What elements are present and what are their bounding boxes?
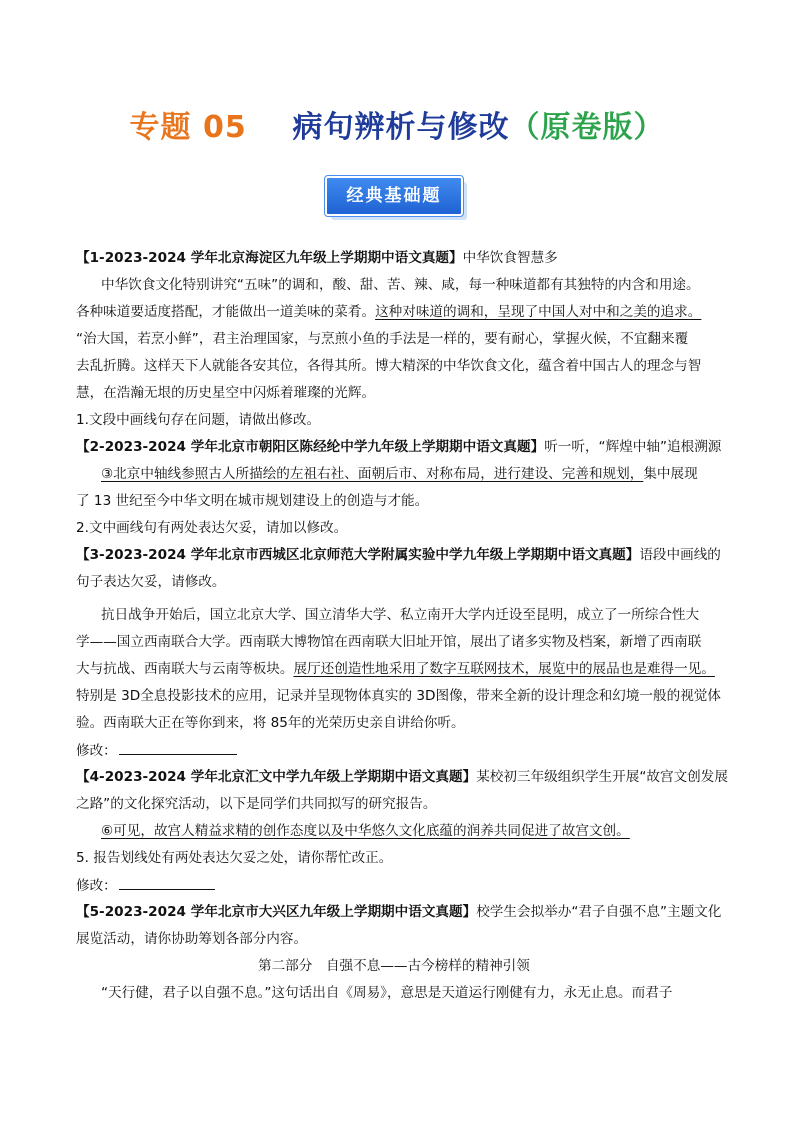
q1-passage-line-4: 去乱折腾。这样天下人就能各安其位，各得其所。博大精深的中华饮食文化，蕴含着中国古人的理念与智 [76, 358, 702, 374]
section-badge [325, 176, 467, 220]
q3-answer-label: 修改： [76, 743, 117, 759]
q3-passage-line-1: 抗日战争开始后，国立北京大学、国立清华大学、私立南开大学内迁设至昆明，成立了一所综合性大 [101, 607, 700, 623]
q1-underlined-sentence: 这种对味道的调和，呈现了中国人对中和之美的追求。 [375, 304, 702, 320]
question-3-topic-line-1: 语段中画线的 [639, 547, 721, 563]
q1-passage-line-3: “治大国，若烹小鲜”，君主治理国家，与烹煎小鱼的手法是一样的，要有耐心，掌握火候，不宜翻来覆 [76, 331, 689, 347]
title-part-topic-name: 病句辨析与修改 [292, 110, 510, 145]
q5-section-heading: 第二部分 自强不息——古今榜样的精神引领 [258, 958, 530, 974]
badge-label: 经典基础题 [325, 176, 463, 216]
question-2-tag: 【2-2023-2024 学年北京市朝阳区陈经纶中学九年级上学期期中语文真题】 [76, 439, 545, 455]
question-4-topic-line-2: 之路”的文化探究活动，以下是同学们共同拟写的研究报告。 [76, 796, 437, 812]
question-2-prompt: 2.文中画线句有两处表达欠妥，请加以修改。 [76, 520, 348, 536]
question-4-topic-line-1: 某校初三年级组织学生开展“故宫文创发展 [476, 769, 728, 785]
page-title [0, 102, 794, 146]
q2-underlined-sentence: ③北京中轴线参照古人所描绘的左祖右社、面朝后市、对称布局，进行建设、完善和规划， [101, 466, 644, 482]
question-3-topic-line-2: 句子表达欠妥，请修改。 [76, 574, 226, 590]
question-4-header [76, 767, 728, 787]
q1-passage-line-5: 慧，在浩瀚无垠的历史星空中闪烁着璀璨的光辉。 [76, 385, 376, 401]
question-1-header [76, 248, 558, 268]
q4-answer-line [76, 875, 215, 896]
question-3-header [76, 545, 721, 565]
question-5-tag: 【5-2023-2024 学年北京市大兴区九年级上学期期中语文真题】 [76, 904, 477, 920]
q1-passage-line-2 [76, 302, 701, 322]
question-1-topic: 中华饮食智慧多 [462, 250, 558, 266]
question-5-topic-line-2: 展览活动，请你协助筹划各部分内容。 [76, 931, 308, 947]
q4-answer-label: 修改： [76, 878, 117, 894]
q3-answer-blank[interactable] [119, 740, 237, 755]
question-5-header [76, 902, 721, 922]
q3-answer-line [76, 740, 237, 761]
question-2-header [76, 437, 721, 457]
q3-passage-line-2: 学——国立西南联合大学。西南联大博物馆在西南联大旧址开馆，展出了诸多实物及档案，新增了西南联 [76, 634, 702, 650]
question-1-prompt: 1.文段中画线句存在问题，请做出修改。 [76, 412, 321, 428]
question-3-tag: 【3-2023-2024 学年北京市西城区北京师范大学附属实验中学九年级上学期期中语文真题】 [76, 547, 640, 563]
title-part-edition: （原卷版） [509, 110, 665, 145]
q3-passage-line-3 [76, 659, 715, 679]
q1-passage-line-2-text: 各种味道要适度搭配，才能做出一道美味的菜肴。 [76, 304, 376, 320]
question-1-tag: 【1-2023-2024 学年北京海淀区九年级上学期期中语文真题】 [76, 250, 463, 266]
q1-passage-line-1: 中华饮食文化特别讲究“五味”的调和，酸、甜、苦、辣、咸，每一种味道都有其独特的内含和用途。 [101, 277, 700, 293]
q4-underlined-sentence: ⑥可见，故宫人精益求精的创作态度以及中华悠久文化底蕴的润养共同促进了故宫文创。 [101, 823, 630, 839]
question-4-prompt: 5. 报告划线处有两处表达欠妥之处，请你帮忙改正。 [76, 850, 393, 866]
q3-passage-line-4: 特别是 3D全息投影技术的应用，记录并呈现物体真实的 3D图像，带来全新的设计理念和幻境一般的视觉体 [76, 688, 721, 704]
q3-passage-line-5: 验。西南联大正在等你到来，将 85年的光荣历史亲自讲给你听。 [76, 715, 465, 731]
q4-passage-line-1 [101, 821, 630, 841]
question-4-tag: 【4-2023-2024 学年北京汇文中学九年级上学期期中语文真题】 [76, 769, 477, 785]
q2-passage-line-1 [101, 464, 698, 484]
q2-passage-line-1-tail: 集中展现 [643, 466, 698, 482]
q3-underlined-sentence: 展厅还创造性地采用了数字互联网技术，展览中的展品也是难得一见。 [293, 661, 715, 677]
question-2-topic: 听一听，“辉煌中轴”追根溯源 [544, 439, 722, 455]
q3-passage-line-3-text: 大与抗战、西南联大与云南等板块。 [76, 661, 294, 677]
q5-passage-line-1: “天行健，君子以自强不息。”这句话出自《周易》，意思是天道运行刚健有力，永无止息。而君子 [101, 985, 673, 1001]
q2-passage-line-2: 了 13 世纪至今中华文明在城市规划建设上的创造与才能。 [76, 493, 429, 509]
title-part-topic-number: 专题 05 [129, 110, 247, 145]
question-5-topic-line-1: 校学生会拟举办“君子自强不息”主题文化 [476, 904, 722, 920]
q4-answer-blank[interactable] [119, 875, 215, 890]
